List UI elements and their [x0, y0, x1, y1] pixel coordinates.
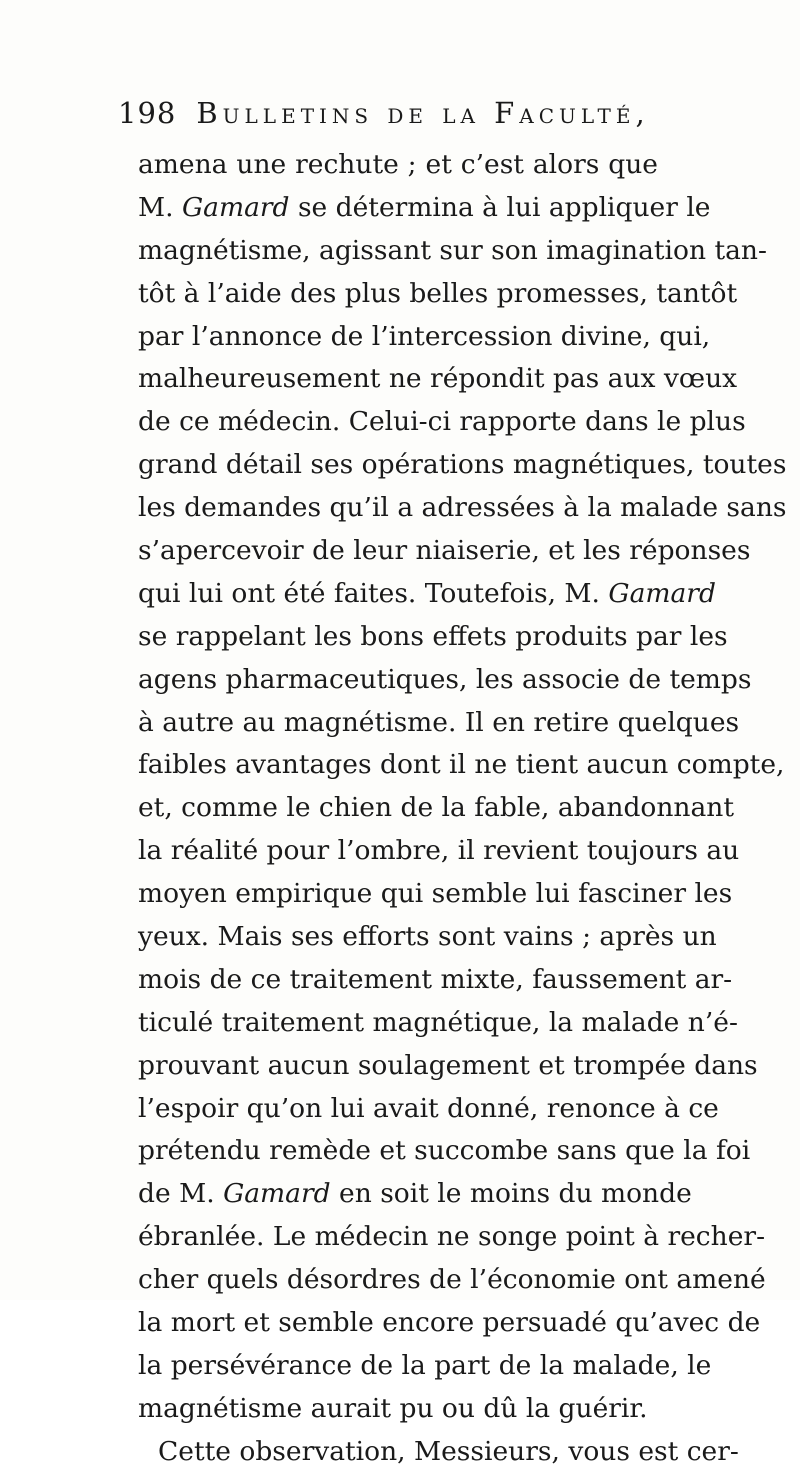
text-line: [138, 187, 711, 230]
text-body: [138, 144, 787, 1474]
line-text: Cette observation, Messieurs, vous est cer-: [158, 1435, 739, 1467]
text-line: [138, 273, 738, 316]
line-text: faibles avantages dont il ne tient aucun compte,: [138, 749, 785, 781]
text-line: [138, 444, 787, 487]
line-text: prouvant aucun soulagement et trompée dans: [138, 1049, 758, 1081]
text-line: [138, 659, 752, 702]
line-text: et, comme le chien de la fable, abandonnant: [138, 792, 735, 824]
line-text: de M.: [138, 1178, 224, 1210]
line-text: qui lui ont été faites. Toutefois, M.: [138, 577, 609, 609]
italic-name: Gamard: [181, 191, 290, 223]
text-line: [138, 1173, 692, 1216]
line-text: magnétisme aurait pu ou dû la guérir.: [138, 1392, 648, 1424]
text-line: [138, 358, 738, 401]
running-title: Bulletins de la Faculté,: [196, 96, 650, 130]
line-text: la persévérance de la part de la malade, le: [138, 1349, 712, 1381]
italic-name: Gamard: [608, 577, 716, 609]
text-line: [138, 744, 785, 787]
line-text: M.: [138, 191, 182, 223]
text-line: [138, 1388, 658, 1431]
text-line: [138, 1431, 739, 1474]
line-text: se détermina à lui appliquer le: [289, 191, 711, 223]
text-line: [138, 1345, 712, 1388]
line-text: agens pharmaceutiques, les associe de temps: [138, 663, 752, 695]
text-line: [138, 1045, 758, 1088]
line-text: les demandes qu’il a adressées à la malade sans: [138, 492, 787, 524]
italic-name: Gamard: [223, 1178, 331, 1210]
line-text: l’espoir qu’on lui avait donné, renonce à ce: [138, 1092, 719, 1124]
page-number: 198: [118, 96, 177, 130]
line-text: moyen empirique qui semble lui fasciner les: [138, 878, 733, 910]
text-line: [138, 144, 658, 187]
line-text: amena une rechute ; et c’est alors que: [138, 149, 658, 180]
line-text: prétendu remède et succombe sans que la foi: [138, 1135, 751, 1167]
line-text: en soit le moins du monde: [330, 1178, 692, 1210]
text-line: [138, 316, 711, 359]
text-line: [138, 616, 728, 659]
line-text: magnétisme, agissant sur son imagination tan-: [138, 234, 767, 266]
line-text: la réalité pour l’ombre, il revient toujours au: [138, 835, 740, 867]
text-line: [138, 401, 746, 444]
text-line: [138, 959, 733, 1002]
line-text: de ce médecin. Celui-ci rapporte dans le plus: [138, 406, 746, 438]
line-text: à autre au magnétisme. Il en retire quelques: [138, 706, 740, 738]
line-text: grand détail ses opérations magnétiques, toutes: [138, 449, 787, 481]
line-text: la mort et semble encore persuadé qu’avec de: [138, 1307, 761, 1339]
text-line: [138, 1216, 766, 1259]
text-line: [138, 1002, 738, 1045]
text-line: [138, 702, 740, 745]
line-text: se rappelant les bons effets produits par les: [138, 620, 728, 652]
line-text: mois de ce traitement mixte, faussement ar-: [138, 963, 733, 995]
line-text: ticulé traitement magnétique, la malade n’é-: [138, 1006, 738, 1038]
line-text: tôt à l’aide des plus belles promesses, tantôt: [138, 277, 738, 309]
line-text: s’apercevoir de leur niaiserie, et les réponses: [138, 535, 751, 567]
text-line: [138, 1302, 761, 1345]
text-line: [138, 230, 767, 273]
text-line: [138, 530, 751, 573]
line-text: cher quels désordres de l’économie ont amené: [138, 1264, 766, 1296]
running-head: [118, 96, 658, 140]
text-line: [138, 1088, 719, 1131]
text-line: [138, 573, 716, 616]
line-text: yeux. Mais ses efforts sont vains ; après un: [138, 921, 717, 953]
line-text: ébranlée. Le médecin ne songe point à recher-: [138, 1221, 766, 1253]
text-line: [138, 1259, 766, 1302]
text-line: [138, 487, 787, 530]
line-text: par l’annonce de l’intercession divine, qui,: [138, 320, 711, 352]
text-line: [138, 1130, 751, 1173]
text-line: [138, 916, 717, 959]
text-line: [138, 787, 735, 830]
line-text: malheureusement ne répondit pas aux vœux: [138, 363, 738, 395]
text-line: [138, 830, 740, 873]
text-line: [138, 873, 733, 916]
